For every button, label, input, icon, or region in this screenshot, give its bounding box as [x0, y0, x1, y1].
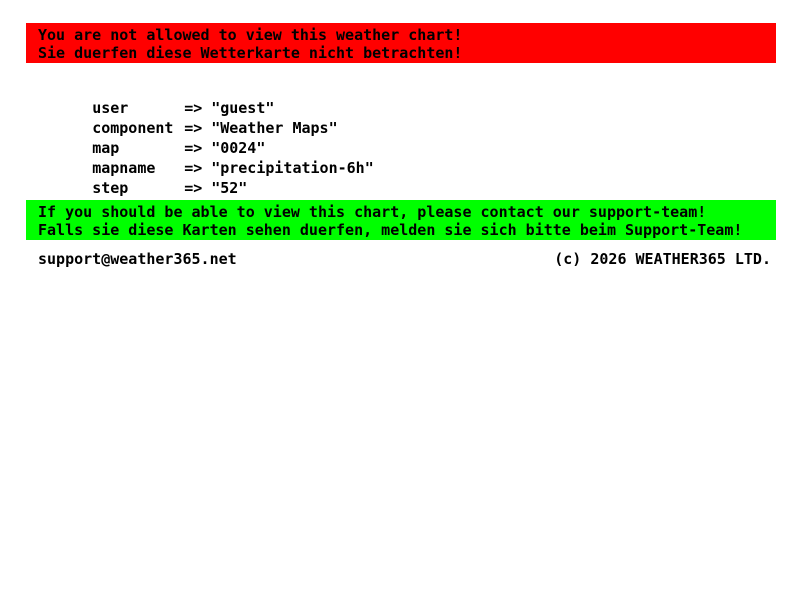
error-line-en: You are not allowed to view this weather chart!	[38, 26, 463, 44]
detail-value: "precipitation-6h"	[211, 159, 374, 177]
detail-key: user	[92, 99, 129, 117]
detail-arrow: =>	[184, 119, 203, 137]
detail-key: component	[92, 119, 174, 137]
footer	[38, 251, 771, 267]
detail-arrow: =>	[184, 179, 203, 197]
support-email: support@weather365.net	[38, 250, 237, 268]
detail-arrow: =>	[184, 99, 203, 117]
detail-key: map	[92, 139, 120, 157]
detail-value: "52"	[211, 179, 248, 197]
detail-arrow: =>	[184, 159, 203, 177]
error-banner	[26, 23, 776, 63]
detail-value: "guest"	[211, 99, 275, 117]
support-line-de: Falls sie diese Karten sehen duerfen, melden sie sich bitte beim Support-Team!	[38, 221, 743, 239]
detail-value: "Weather Maps"	[211, 119, 338, 137]
detail-key: step	[92, 179, 129, 197]
error-line-de: Sie duerfen diese Wetterkarte nicht betrachten!	[38, 44, 463, 62]
detail-row-user	[38, 78, 758, 117]
detail-value: "0024"	[211, 139, 266, 157]
detail-key: mapname	[92, 159, 156, 177]
copyright: (c) 2026 WEATHER365 LTD.	[554, 250, 771, 268]
detail-arrow: =>	[184, 139, 203, 157]
support-line-en: If you should be able to view this chart, please contact our support-team!	[38, 203, 707, 221]
request-details	[38, 78, 758, 197]
support-banner	[26, 200, 776, 240]
